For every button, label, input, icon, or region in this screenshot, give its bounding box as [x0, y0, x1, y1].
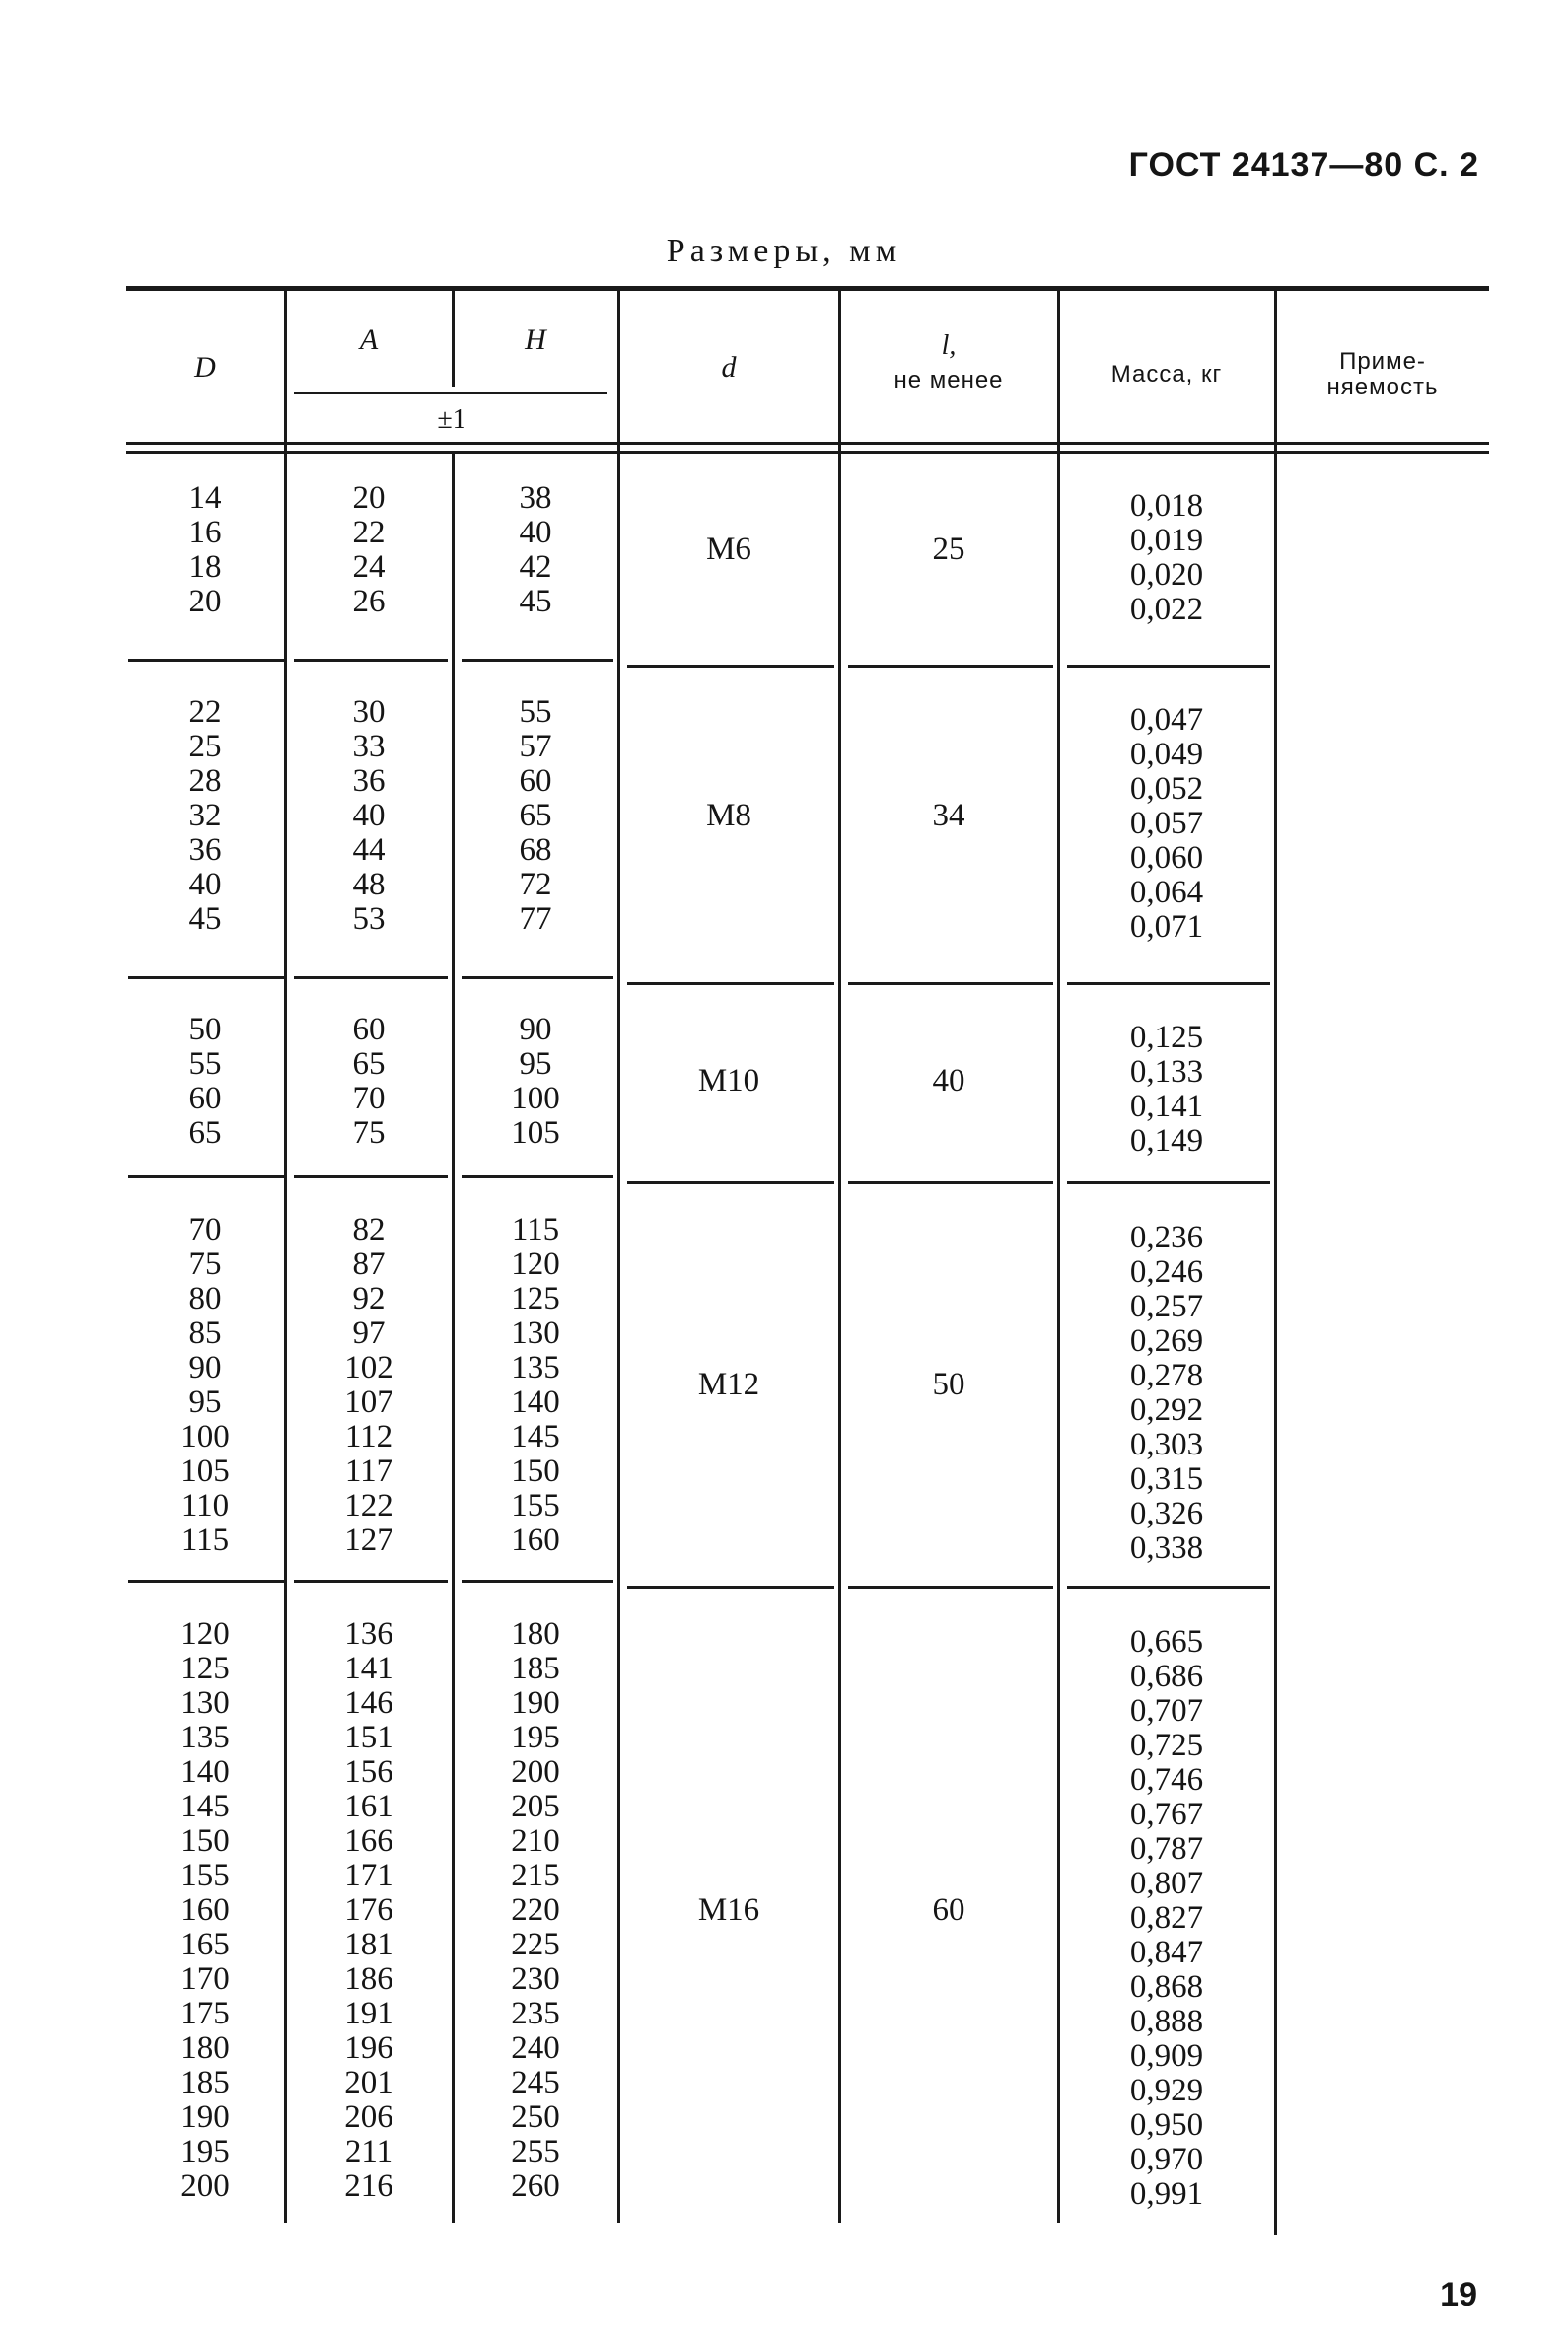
header-l-note: не менее	[893, 367, 1004, 393]
group-2-A-column	[286, 695, 452, 937]
cell-mass: 0,970	[1129, 2142, 1204, 2177]
cell-A: 206	[344, 2099, 393, 2135]
cell-mass: 0,060	[1129, 840, 1204, 876]
cell-mass: 0,020	[1129, 557, 1204, 593]
header-D: D	[194, 351, 216, 384]
cell-H: 205	[511, 1789, 560, 1824]
header-bottom-rule-1	[126, 442, 1489, 445]
document-reference: ГОСТ 24137—80 С. 2	[1128, 146, 1479, 183]
cell-mass: 0,149	[1129, 1123, 1204, 1159]
cell-mass: 0,827	[1129, 1900, 1204, 1936]
cell-H: 60	[519, 763, 552, 799]
group-5-H-column	[454, 1617, 617, 2204]
cell-D: 195	[180, 2134, 230, 2169]
cell-A: 97	[352, 1315, 386, 1351]
group-separator-rule	[128, 1580, 284, 1583]
cell-A: 36	[352, 763, 386, 799]
cell-mass: 0,787	[1129, 1831, 1204, 1867]
group-separator-rule	[128, 976, 284, 979]
cell-D: 120	[180, 1616, 230, 1652]
table-top-rule	[126, 286, 1489, 291]
group-separator-rule	[627, 1586, 834, 1589]
cell-mass: 0,278	[1129, 1358, 1204, 1393]
cell-H: 120	[511, 1246, 560, 1282]
cell-A: 48	[352, 867, 386, 902]
cell-A: 87	[352, 1246, 386, 1282]
cell-D: 20	[188, 584, 222, 619]
cell-D: 165	[180, 1927, 230, 1962]
cell-H: 40	[519, 515, 552, 550]
group-1-mass-column	[1059, 489, 1274, 627]
cell-D: 145	[180, 1789, 230, 1824]
group-3-H-column	[454, 1013, 617, 1151]
cell-D: 28	[188, 763, 222, 799]
cell-H: 95	[519, 1046, 552, 1082]
group-separator-rule	[1067, 1181, 1270, 1184]
group-5-l-value: 60	[932, 1891, 965, 1928]
group-5-mass-column	[1059, 1625, 1274, 2212]
group-3-mass-column	[1059, 1021, 1274, 1159]
cell-H: 90	[519, 1012, 552, 1047]
group-separator-rule	[848, 1181, 1053, 1184]
group-separator-rule	[848, 1586, 1053, 1589]
cell-D: 190	[180, 2099, 230, 2135]
cell-H: 145	[511, 1419, 560, 1454]
header-mass: Масса, кг	[1110, 361, 1223, 388]
cell-H: 180	[511, 1616, 560, 1652]
cell-mass: 0,052	[1129, 771, 1204, 807]
header-l: l,	[941, 330, 957, 361]
cell-A: 171	[344, 1858, 393, 1893]
cell-A: 20	[352, 480, 386, 516]
group-2-l-value: 34	[932, 797, 965, 833]
cell-D: 70	[188, 1212, 222, 1247]
cell-H: 225	[511, 1927, 560, 1962]
cell-mass: 0,236	[1129, 1220, 1204, 1255]
cell-A: 211	[344, 2134, 393, 2169]
cell-D: 170	[180, 1961, 230, 1997]
column-divider-6	[1274, 288, 1277, 2235]
cell-H: 65	[519, 798, 552, 833]
cell-D: 85	[188, 1315, 222, 1351]
cell-D: 22	[188, 694, 222, 730]
cell-D: 130	[180, 1685, 230, 1721]
cell-H: 42	[519, 549, 552, 585]
group-4-mass-column	[1059, 1221, 1274, 1566]
cell-D: 175	[180, 1996, 230, 2031]
cell-mass: 0,686	[1129, 1659, 1204, 1694]
column-divider-4	[838, 288, 841, 2223]
cell-mass: 0,019	[1129, 523, 1204, 558]
cell-A: 102	[344, 1350, 393, 1385]
cell-H: 150	[511, 1454, 560, 1489]
cell-H: 185	[511, 1651, 560, 1686]
cell-H: 240	[511, 2030, 560, 2066]
cell-H: 260	[511, 2168, 560, 2204]
cell-H: 255	[511, 2134, 560, 2169]
table-caption: Размеры, мм	[666, 233, 902, 269]
cell-A: 33	[352, 729, 386, 764]
group-1-D-column	[126, 481, 284, 619]
cell-H: 210	[511, 1823, 560, 1859]
cell-D: 50	[188, 1012, 222, 1047]
group-2-mass-column	[1059, 703, 1274, 945]
cell-mass: 0,888	[1129, 2004, 1204, 2039]
cell-A: 112	[344, 1419, 393, 1454]
cell-mass: 0,022	[1129, 592, 1204, 627]
cell-mass: 0,746	[1129, 1762, 1204, 1798]
cell-mass: 0,991	[1129, 2176, 1204, 2212]
cell-D: 135	[180, 1720, 230, 1755]
cell-D: 45	[188, 901, 222, 937]
header-tolerance: ±1	[437, 404, 466, 435]
cell-A: 176	[344, 1892, 393, 1928]
cell-mass: 0,707	[1129, 1693, 1204, 1729]
cell-A: 75	[352, 1115, 386, 1151]
group-3-d-value: М10	[697, 1063, 760, 1099]
cell-A: 191	[344, 1996, 393, 2031]
group-separator-rule	[294, 976, 448, 979]
cell-A: 24	[352, 549, 386, 585]
cell-mass: 0,807	[1129, 1866, 1204, 1901]
cell-A: 65	[352, 1046, 386, 1082]
group-separator-rule	[848, 982, 1053, 985]
cell-mass: 0,257	[1129, 1289, 1204, 1324]
group-separator-rule	[462, 976, 613, 979]
cell-mass: 0,049	[1129, 737, 1204, 772]
group-separator-rule	[627, 665, 834, 668]
cell-mass: 0,064	[1129, 875, 1204, 910]
cell-H: 100	[511, 1081, 560, 1116]
group-2-d-value: М8	[706, 797, 751, 833]
group-1-d-value: М6	[706, 532, 751, 567]
cell-H: 155	[511, 1488, 560, 1524]
tolerance-rule	[294, 392, 607, 394]
cell-mass: 0,133	[1129, 1054, 1204, 1090]
cell-A: 107	[344, 1384, 393, 1420]
cell-mass: 0,315	[1129, 1461, 1204, 1497]
cell-H: 57	[519, 729, 552, 764]
group-separator-rule	[848, 665, 1053, 668]
group-1-A-column	[286, 481, 452, 619]
cell-A: 26	[352, 584, 386, 619]
cell-H: 72	[519, 867, 552, 902]
cell-H: 140	[511, 1384, 560, 1420]
header-H: H	[525, 323, 546, 356]
header-applicability-2: няемость	[1326, 374, 1439, 400]
cell-H: 77	[519, 901, 552, 937]
group-separator-rule	[1067, 665, 1270, 668]
cell-D: 180	[180, 2030, 230, 2066]
cell-D: 55	[188, 1046, 222, 1082]
group-4-D-column	[126, 1213, 284, 1558]
cell-A: 44	[352, 832, 386, 868]
cell-D: 95	[188, 1384, 222, 1420]
group-separator-rule	[627, 1181, 834, 1184]
cell-H: 230	[511, 1961, 560, 1997]
cell-D: 200	[180, 2168, 230, 2204]
group-4-d-value: М12	[697, 1367, 760, 1402]
group-separator-rule	[462, 659, 613, 662]
cell-mass: 0,292	[1129, 1392, 1204, 1428]
cell-mass: 0,767	[1129, 1797, 1204, 1832]
group-separator-rule	[128, 1175, 284, 1178]
header-d: d	[721, 351, 737, 384]
cell-H: 250	[511, 2099, 560, 2135]
group-1-l-value: 25	[932, 532, 965, 567]
cell-A: 136	[344, 1616, 393, 1652]
group-separator-rule	[294, 1175, 448, 1178]
cell-mass: 0,929	[1129, 2073, 1204, 2108]
cell-A: 30	[352, 694, 386, 730]
cell-mass: 0,071	[1129, 909, 1204, 945]
cell-mass: 0,909	[1129, 2038, 1204, 2074]
cell-A: 60	[352, 1012, 386, 1047]
cell-D: 32	[188, 798, 222, 833]
cell-mass: 0,018	[1129, 488, 1204, 524]
cell-H: 215	[511, 1858, 560, 1893]
group-3-D-column	[126, 1013, 284, 1151]
cell-A: 166	[344, 1823, 393, 1859]
group-separator-rule	[462, 1175, 613, 1178]
cell-mass: 0,868	[1129, 1969, 1204, 2005]
group-4-l-value: 50	[932, 1367, 965, 1402]
cell-mass: 0,950	[1129, 2107, 1204, 2143]
cell-mass: 0,269	[1129, 1323, 1204, 1359]
cell-A: 92	[352, 1281, 386, 1316]
cell-D: 155	[180, 1858, 230, 1893]
header-applicability-1: Приме-	[1339, 348, 1426, 375]
cell-mass: 0,326	[1129, 1496, 1204, 1531]
cell-H: 135	[511, 1350, 560, 1385]
cell-mass: 0,125	[1129, 1020, 1204, 1055]
cell-D: 16	[188, 515, 222, 550]
cell-mass: 0,047	[1129, 702, 1204, 738]
header-bottom-rule-2	[126, 451, 1489, 454]
cell-A: 70	[352, 1081, 386, 1116]
cell-A: 122	[344, 1488, 393, 1524]
cell-mass: 0,665	[1129, 1624, 1204, 1660]
cell-D: 60	[188, 1081, 222, 1116]
cell-A: 201	[344, 2065, 393, 2100]
cell-A: 22	[352, 515, 386, 550]
cell-H: 245	[511, 2065, 560, 2100]
cell-D: 75	[188, 1246, 222, 1282]
group-3-A-column	[286, 1013, 452, 1151]
cell-H: 130	[511, 1315, 560, 1351]
cell-H: 190	[511, 1685, 560, 1721]
cell-D: 115	[180, 1523, 230, 1558]
cell-mass: 0,338	[1129, 1530, 1204, 1566]
cell-D: 110	[180, 1488, 230, 1524]
cell-D: 18	[188, 549, 222, 585]
group-4-A-column	[286, 1213, 452, 1558]
cell-mass: 0,725	[1129, 1728, 1204, 1763]
cell-D: 100	[180, 1419, 230, 1454]
cell-D: 25	[188, 729, 222, 764]
group-5-A-column	[286, 1617, 452, 2204]
cell-mass: 0,141	[1129, 1089, 1204, 1124]
group-separator-rule	[627, 982, 834, 985]
cell-A: 196	[344, 2030, 393, 2066]
cell-D: 140	[180, 1754, 230, 1790]
group-1-H-column	[454, 481, 617, 619]
cell-A: 146	[344, 1685, 393, 1721]
group-separator-rule	[462, 1580, 613, 1583]
cell-A: 40	[352, 798, 386, 833]
cell-D: 125	[180, 1651, 230, 1686]
cell-D: 105	[180, 1454, 230, 1489]
cell-H: 160	[511, 1523, 560, 1558]
cell-D: 65	[188, 1115, 222, 1151]
cell-A: 117	[344, 1454, 393, 1489]
column-divider-3	[617, 288, 620, 2223]
group-5-D-column	[126, 1617, 284, 2204]
group-separator-rule	[1067, 982, 1270, 985]
cell-H: 45	[519, 584, 552, 619]
cell-A: 127	[344, 1523, 393, 1558]
page-number: 19	[1440, 2276, 1477, 2313]
group-separator-rule	[294, 659, 448, 662]
group-separator-rule	[294, 1580, 448, 1583]
cell-A: 186	[344, 1961, 393, 1997]
cell-A: 161	[344, 1789, 393, 1824]
cell-D: 185	[180, 2065, 230, 2100]
cell-D: 80	[188, 1281, 222, 1316]
cell-H: 68	[519, 832, 552, 868]
group-3-l-value: 40	[932, 1063, 965, 1099]
cell-D: 14	[188, 480, 222, 516]
cell-D: 160	[180, 1892, 230, 1928]
group-separator-rule	[128, 659, 284, 662]
header-A: A	[359, 323, 379, 356]
cell-D: 36	[188, 832, 222, 868]
cell-H: 235	[511, 1996, 560, 2031]
cell-D: 90	[188, 1350, 222, 1385]
cell-A: 141	[344, 1651, 393, 1686]
group-2-H-column	[454, 695, 617, 937]
group-separator-rule	[1067, 1586, 1270, 1589]
group-5-d-value: М16	[697, 1891, 760, 1928]
cell-D: 40	[188, 867, 222, 902]
cell-mass: 0,057	[1129, 806, 1204, 841]
cell-H: 220	[511, 1892, 560, 1928]
group-2-D-column	[126, 695, 284, 937]
cell-mass: 0,847	[1129, 1935, 1204, 1970]
cell-H: 195	[511, 1720, 560, 1755]
cell-H: 115	[511, 1212, 560, 1247]
cell-mass: 0,303	[1129, 1427, 1204, 1462]
cell-A: 53	[352, 901, 386, 937]
cell-A: 216	[344, 2168, 393, 2204]
cell-H: 38	[519, 480, 552, 516]
cell-mass: 0,246	[1129, 1254, 1204, 1290]
cell-H: 105	[511, 1115, 560, 1151]
cell-A: 151	[344, 1720, 393, 1755]
cell-A: 82	[352, 1212, 386, 1247]
cell-H: 55	[519, 694, 552, 730]
cell-D: 150	[180, 1823, 230, 1859]
cell-H: 125	[511, 1281, 560, 1316]
group-4-H-column	[454, 1213, 617, 1558]
cell-H: 200	[511, 1754, 560, 1790]
cell-A: 156	[344, 1754, 393, 1790]
cell-A: 181	[344, 1927, 393, 1962]
